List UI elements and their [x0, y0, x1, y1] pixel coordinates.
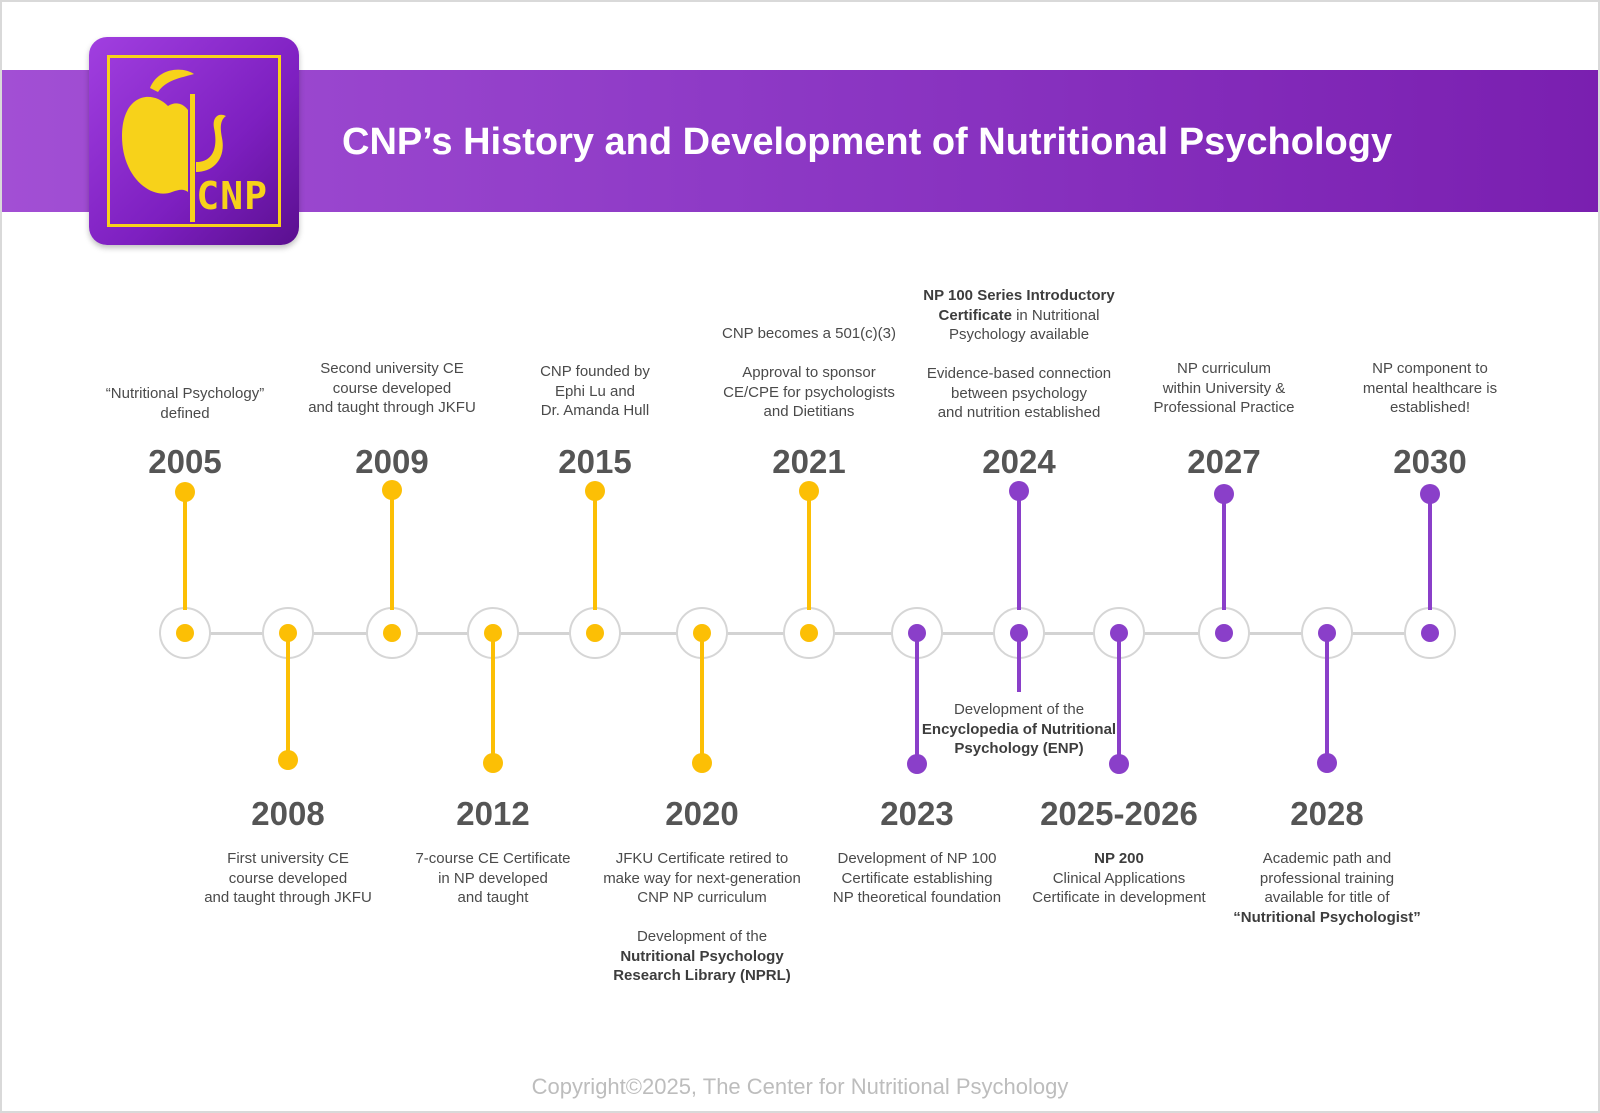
description-line: Dr. Amanda Hull	[540, 402, 650, 419]
description-line: First university CE	[227, 850, 349, 867]
milestone-pin	[1317, 753, 1337, 773]
milestone-stem	[593, 491, 597, 610]
milestone-pin	[278, 750, 298, 770]
milestone-description	[168, 849, 408, 908]
milestone-pin	[483, 753, 503, 773]
description-line: established!	[1389, 399, 1471, 416]
description-line: mental healthcare is	[1362, 379, 1498, 397]
timeline-node	[1404, 607, 1456, 659]
milestone-description	[689, 324, 929, 422]
milestone-stem	[1017, 491, 1021, 610]
milestone-year: 2030	[1393, 443, 1467, 480]
description-line: course developed	[332, 379, 452, 397]
milestone-year: 2025-2026	[1040, 795, 1198, 832]
milestone-stem	[286, 635, 290, 760]
milestone-stem	[183, 492, 187, 610]
description-line: CNP NP curriculum	[637, 889, 767, 906]
milestone-description	[899, 700, 1139, 759]
description-line: Certificate in Nutritional	[938, 306, 1100, 324]
description-line	[899, 345, 1139, 365]
milestone-pin	[1009, 481, 1029, 501]
milestone-description	[1310, 359, 1550, 418]
milestone-pin	[175, 482, 195, 502]
description-line	[689, 344, 929, 364]
description-line: NP theoretical foundation	[832, 889, 1002, 906]
description-line: in NP developed	[438, 869, 548, 887]
milestone-year: 2015	[558, 443, 632, 480]
milestone-pin	[382, 480, 402, 500]
milestone-pin	[1420, 484, 1440, 504]
description-line: Research Library (NPRL)	[613, 967, 791, 984]
description-line: make way for next-generation	[603, 869, 801, 887]
description-line: NP 100 Series Introductory	[923, 287, 1115, 304]
milestone-description	[1207, 849, 1447, 927]
description-line: Clinical Applications	[1052, 869, 1186, 887]
milestone-pin	[692, 753, 712, 773]
description-line: within University &	[1162, 379, 1286, 397]
milestone-year: 2028	[1290, 795, 1364, 832]
milestone-stem	[1325, 635, 1329, 763]
timeline-node	[1198, 607, 1250, 659]
cnp-logo	[89, 37, 299, 245]
timeline-node	[366, 607, 418, 659]
description-line: and taught	[457, 889, 529, 906]
milestone-stem	[700, 635, 704, 763]
description-line: Development of NP 100	[837, 850, 997, 867]
description-line: Encyclopedia of Nutritional	[921, 720, 1117, 738]
timeline-node	[783, 607, 835, 659]
description-line: professional training	[1259, 869, 1395, 887]
milestone-pin	[585, 481, 605, 501]
description-line	[582, 908, 822, 928]
milestone-year: 2009	[355, 443, 429, 480]
description-line: Professional Practice	[1153, 399, 1295, 416]
description-line: Development of the	[636, 928, 768, 945]
milestone-description	[475, 362, 715, 421]
timeline-node-dot	[1421, 624, 1439, 642]
milestone-stem	[1428, 494, 1432, 610]
timeline-node-dot	[176, 624, 194, 642]
milestone-description	[1104, 359, 1344, 418]
logo-text: CNP	[196, 174, 268, 218]
milestone-stem	[1222, 494, 1226, 610]
page-title: CNP’s History and Development of Nutritional Psychology	[342, 121, 1393, 163]
milestone-year: 2008	[251, 795, 325, 832]
milestone-stem	[491, 635, 495, 763]
description-line: Development of the	[953, 701, 1085, 718]
milestone-year: 2021	[772, 443, 846, 480]
description-line: NP 200	[1094, 850, 1144, 867]
description-line: Ephi Lu and	[554, 382, 636, 400]
milestone-description	[65, 384, 305, 423]
milestone-year: 2024	[982, 443, 1056, 480]
logo-frame	[107, 55, 281, 227]
description-line: Evidence-based connection	[926, 365, 1112, 382]
description-line: CNP founded by	[540, 363, 650, 380]
milestone-description	[373, 849, 613, 908]
copyright-text: Copyright©2025, The Center for Nutritional Psychology	[531, 1074, 1069, 1099]
description-line: and taught through JKFU	[308, 399, 476, 416]
milestone-year: 2027	[1187, 443, 1261, 480]
timeline-node-dot	[586, 624, 604, 642]
timeline-node-dot	[800, 624, 818, 642]
milestone-pin	[1109, 754, 1129, 774]
milestone-year: 2020	[665, 795, 739, 832]
description-line: 7-course CE Certificate	[415, 850, 571, 867]
milestone-stem	[390, 490, 394, 610]
timeline-node-dot	[383, 624, 401, 642]
description-line: JFKU Certificate retired to	[615, 850, 789, 867]
description-line: Second university CE	[320, 360, 464, 377]
description-line: Certificate in development	[1032, 889, 1206, 906]
milestone-year: 2012	[456, 795, 530, 832]
milestone-description	[899, 286, 1139, 423]
description-line: Nutritional Psychology	[620, 947, 784, 965]
description-line: Academic path and	[1262, 850, 1392, 867]
timeline-node	[159, 607, 211, 659]
milestone-description	[999, 849, 1239, 908]
milestone-pin	[1214, 484, 1234, 504]
timeline-node	[569, 607, 621, 659]
description-line: and Dietitians	[763, 403, 855, 420]
description-line: and taught through JKFU	[204, 889, 372, 906]
milestone-description	[582, 849, 822, 986]
milestone-year: 2023	[880, 795, 954, 832]
milestone-stem	[1017, 635, 1021, 692]
description-line: defined	[160, 404, 210, 422]
description-line: between psychology	[951, 384, 1087, 402]
description-line: “Nutritional Psychologist”	[1233, 908, 1421, 926]
description-line: NP curriculum	[1177, 360, 1271, 377]
description-line: Psychology available	[948, 326, 1090, 343]
milestone-year: 2005	[148, 443, 222, 480]
description-line: and nutrition established	[937, 404, 1101, 421]
milestone-stem	[807, 491, 811, 610]
description-line: available for title of	[1264, 889, 1390, 906]
timeline-node-dot	[1215, 624, 1233, 642]
description-line: Approval to sponsor	[742, 364, 876, 381]
description-line: CNP becomes a 501(c)(3)	[722, 325, 896, 342]
description-line: CE/CPE for psychologists	[723, 383, 895, 401]
description-line: Certificate establishing	[841, 869, 993, 887]
description-line: NP component to	[1372, 360, 1488, 377]
description-line: course developed	[228, 869, 348, 887]
milestone-pin	[799, 481, 819, 501]
description-line: “Nutritional Psychology”	[105, 385, 265, 402]
milestone-stem	[1117, 635, 1121, 764]
description-line: Psychology (ENP)	[954, 740, 1084, 757]
